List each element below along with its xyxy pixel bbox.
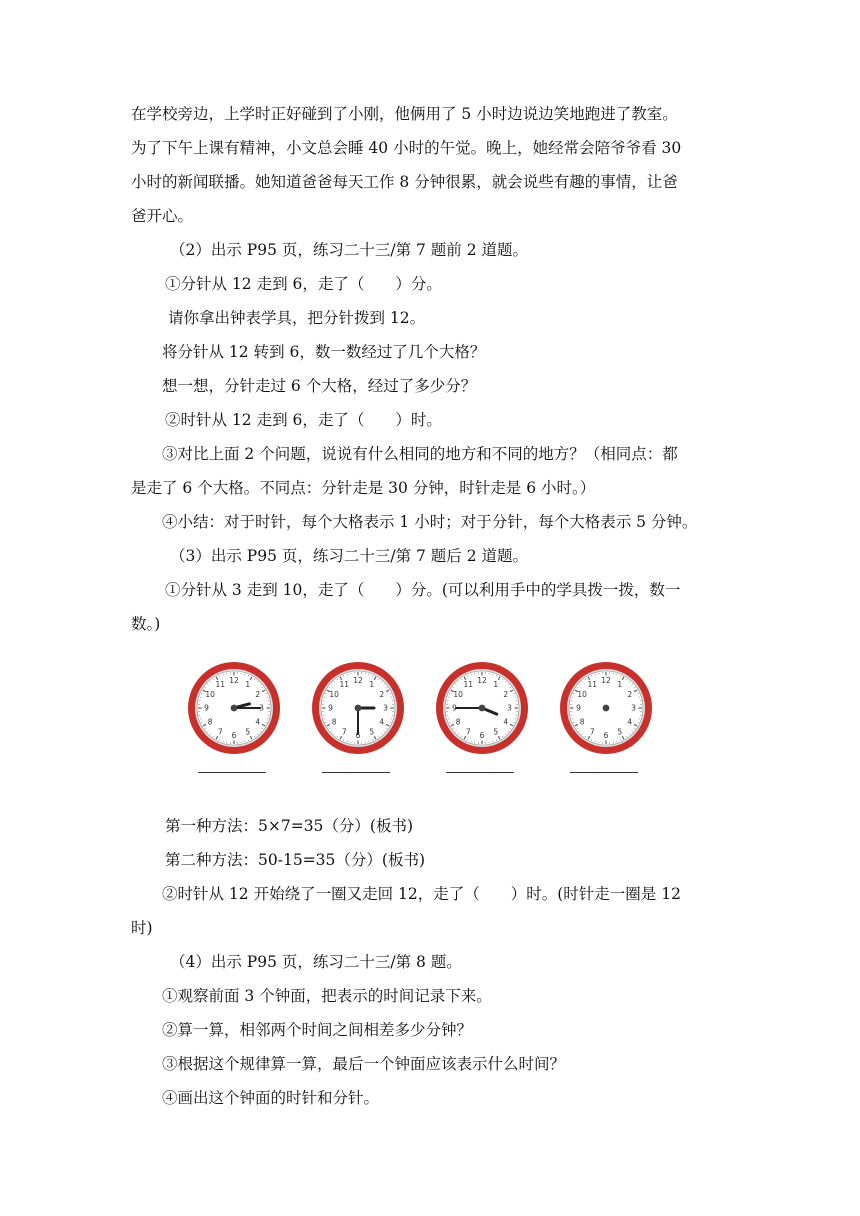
question-item: ②算一算，相邻两个时间之间相差多少分钟？	[162, 1021, 473, 1039]
clock-number: 5	[617, 727, 623, 737]
clock-face-icon	[186, 660, 282, 756]
clock-number: 3	[383, 703, 388, 713]
summary-line: ④小结：对于时针，每个大格表示 1 小时；对于分针，每个大格表示 5 分钟。	[162, 513, 698, 531]
question-item: ④画出这个钟面的时针和分针。	[162, 1089, 380, 1107]
clock-number: 10	[577, 689, 587, 699]
clock-center	[479, 705, 486, 712]
paragraph-line: 时)	[131, 919, 153, 937]
clock-center	[231, 705, 238, 712]
clock-number: 8	[207, 717, 213, 727]
clock-number: 2	[255, 689, 261, 699]
clock-number: 4	[255, 717, 261, 727]
clock-number: 4	[503, 717, 509, 727]
clock-number: 8	[455, 717, 461, 727]
clock-number: 11	[339, 679, 350, 689]
instruction-line: 想一想，分针走过 6 个大格，经过了多少分？	[162, 377, 477, 395]
clock-number: 9	[576, 703, 581, 713]
section-heading: （2）出示 P95 页，练习二十三/第 7 题前 2 道题。	[170, 241, 529, 259]
clock-number: 11	[587, 679, 598, 689]
clock-number: 5	[245, 727, 251, 737]
clock-number: 11	[463, 679, 474, 689]
clock-number: 5	[493, 727, 499, 737]
question-item: ①分针从 12 走到 6，走了（ ）分。	[165, 275, 442, 293]
clock-number: 6	[355, 731, 361, 741]
clock-number: 8	[579, 717, 585, 727]
clock-number: 12	[601, 676, 611, 686]
answer-blank[interactable]	[322, 772, 390, 773]
clock-number: 7	[589, 727, 595, 737]
clock-face-icon	[558, 660, 654, 756]
clock-number: 4	[379, 717, 385, 727]
clock-number: 3	[631, 703, 636, 713]
instruction-line: 将分针从 12 转到 6，数一数经过了几个大格？	[162, 343, 486, 361]
clock-number: 2	[627, 689, 633, 699]
section-heading: （4）出示 P95 页，练习二十三/第 8 题。	[170, 953, 462, 971]
clock-number: 5	[369, 727, 375, 737]
clock-4	[558, 660, 654, 780]
clock-face-icon	[310, 660, 406, 756]
clock-row	[186, 660, 666, 780]
clock-number: 1	[369, 679, 375, 689]
clock-number: 1	[493, 679, 499, 689]
clock-number: 10	[453, 689, 463, 699]
clock-number: 7	[465, 727, 471, 737]
clock-number: 1	[617, 679, 623, 689]
question-item: ①分针从 3 走到 10，走了（ ）分。(可以利用手中的学具拨一拨，数一	[165, 581, 681, 599]
clock-number: 4	[627, 717, 633, 727]
question-item: ②时针从 12 开始绕了一圈又走回 12，走了（ ）时。(时针走一圈是 12	[162, 885, 681, 903]
clock-number: 2	[503, 689, 509, 699]
clock-2	[310, 660, 406, 780]
answer-blank[interactable]	[198, 772, 266, 773]
paragraph-line: 为了下午上课有精神，小文总会睡 40 小时的午觉。晚上，她经常会陪爷爷看 30	[131, 139, 682, 157]
clock-number: 9	[204, 703, 209, 713]
clock-number: 12	[229, 676, 239, 686]
paragraph-line: 数。)	[131, 615, 161, 633]
clock-number: 1	[245, 679, 251, 689]
answer-blank[interactable]	[570, 772, 638, 773]
clock-number: 7	[217, 727, 223, 737]
clock-number: 7	[341, 727, 347, 737]
clock-3	[434, 660, 530, 780]
paragraph-line: 小时的新闻联播。她知道爸爸每天工作 8 分钟很累，就会说些有趣的事情，让爸	[131, 173, 678, 191]
clock-number: 9	[452, 703, 457, 713]
question-item: ③对比上面 2 个问题，说说有什么相同的地方和不同的地方？（相同点：都	[162, 445, 678, 463]
clock-face-icon	[434, 660, 530, 756]
clock-number: 6	[603, 731, 609, 741]
answer-blank[interactable]	[446, 772, 514, 773]
clock-1	[186, 660, 282, 780]
paragraph-line: 在学校旁边，上学时正好碰到了小刚，他俩用了 5 小时边说边笑地跑进了教室。	[131, 105, 678, 123]
instruction-line: 请你拿出钟表学具，把分针拨到 12。	[168, 309, 426, 327]
question-item: ③根据这个规律算一算，最后一个钟面应该表示什么时间？	[162, 1055, 566, 1073]
clock-number: 6	[479, 731, 485, 741]
clock-number: 9	[328, 703, 333, 713]
paragraph-line: 是走了 6 个大格。不同点：分针走是 30 分钟，时针走是 6 小时。）	[131, 479, 596, 497]
method-line: 第一种方法：5×7=35（分）(板书)	[165, 817, 414, 835]
question-item: ②时针从 12 走到 6，走了（ ）时。	[165, 411, 442, 429]
clock-number: 2	[379, 689, 385, 699]
clock-number: 10	[205, 689, 215, 699]
clock-number: 3	[507, 703, 512, 713]
clock-number: 6	[231, 731, 237, 741]
clock-number: 12	[477, 676, 487, 686]
clock-center	[355, 705, 362, 712]
clock-number: 12	[353, 676, 363, 686]
clock-number: 8	[331, 717, 337, 727]
section-heading: （3）出示 P95 页，练习二十三/第 7 题后 2 道题。	[170, 547, 529, 565]
clock-number: 11	[215, 679, 226, 689]
clock-number: 10	[329, 689, 339, 699]
clock-center	[603, 705, 610, 712]
question-item: ①观察前面 3 个钟面，把表示的时间记录下来。	[162, 987, 492, 1005]
method-line: 第二种方法：50-15=35（分）(板书)	[165, 851, 425, 869]
clock-number: 3	[259, 703, 264, 713]
paragraph-line: 爸开心。	[131, 207, 194, 225]
